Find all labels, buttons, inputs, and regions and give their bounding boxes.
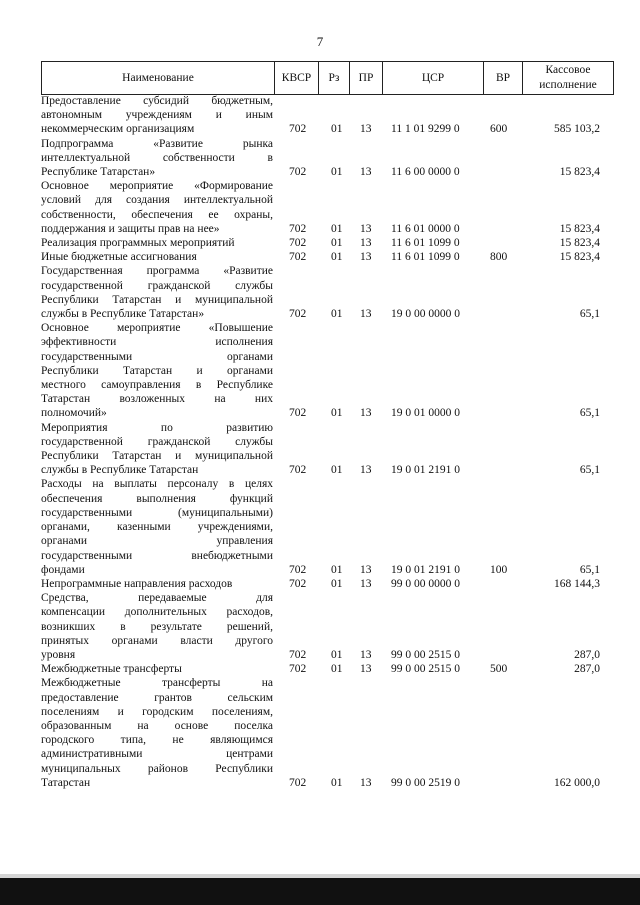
row-name: [41, 421, 273, 478]
row-name-line: поселениям и городским поселениям,: [41, 705, 273, 718]
row-name-line: муниципальных районов Республики: [41, 762, 273, 775]
row-amount: 65,1: [579, 407, 600, 420]
row-name: [41, 321, 273, 420]
header-csr: ЦСР: [421, 71, 445, 84]
row-name: [41, 250, 273, 264]
row-kvsr: 702: [289, 407, 307, 420]
row-name: [41, 137, 273, 180]
page-number: 7: [316, 34, 324, 49]
header-vr: ВР: [495, 71, 511, 84]
row-name-line: Татарстан возложенных на них: [41, 393, 273, 406]
table-row: [41, 137, 614, 180]
row-amount: 162 000,0: [554, 776, 600, 789]
row-csr: 19 0 01 2191 0: [391, 563, 460, 576]
row-amount: 65,1: [579, 464, 600, 477]
row-name-line: эффективности исполнения: [41, 336, 273, 349]
row-pr: 13: [360, 577, 372, 590]
row-name-line: принятых органами власти другого: [41, 634, 273, 647]
row-name-line: Межбюджетные трансферты: [41, 663, 182, 676]
table-row: [41, 676, 614, 790]
row-name-line: органами, казенными учреждениями,: [41, 521, 273, 534]
row-name-line: Республики Татарстан и органами: [41, 364, 273, 377]
row-name-line: Основное мероприятие «Формирование: [41, 180, 273, 193]
row-name: [41, 676, 273, 790]
row-name-line: Предоставление субсидий бюджетным,: [41, 95, 273, 107]
row-rz: 01: [331, 563, 343, 576]
row-csr: 11 1 01 9299 0: [391, 123, 460, 136]
row-csr: 19 0 01 2191 0: [391, 464, 460, 477]
row-name-line: Мероприятия по развитию: [41, 421, 273, 434]
row-name-line: поддержания и защиты прав на нее»: [41, 222, 220, 235]
row-name-line: службы в Республике Татарстан»: [41, 308, 205, 321]
row-pr: 13: [360, 251, 372, 264]
row-name-line: Подпрограмма «Развитие рынка: [41, 137, 273, 150]
header-kvsr: КВСР: [281, 71, 312, 84]
row-amount: 15 823,4: [559, 251, 600, 264]
row-rz: 01: [331, 123, 343, 136]
row-pr: 13: [360, 237, 372, 250]
row-kvsr: 702: [289, 123, 307, 136]
row-pr: 13: [360, 663, 372, 676]
row-pr: 13: [360, 776, 372, 789]
row-pr: 13: [360, 123, 372, 136]
row-amount: 65,1: [579, 563, 600, 576]
row-csr: 11 6 01 1099 0: [391, 237, 460, 250]
row-amount: 15 823,4: [559, 222, 600, 235]
row-name-line: Межбюджетные трансферты на: [41, 677, 273, 690]
row-name: [41, 236, 273, 250]
table-row: [41, 477, 614, 576]
row-kvsr: 702: [289, 663, 307, 676]
header-name: Наименование: [122, 71, 194, 84]
row-name-line: государственной гражданской службы: [41, 435, 273, 448]
row-csr: 99 0 00 2519 0: [391, 776, 460, 789]
row-name: [41, 591, 273, 662]
row-name-line: автономным учреждениям и иным: [41, 109, 273, 122]
row-name-line: Средства, передаваемые для: [41, 592, 273, 605]
row-name: [41, 94, 273, 137]
table-row: [41, 577, 614, 591]
row-name-line: государственными внебюджетными: [41, 549, 273, 562]
row-name-line: Татарстан: [41, 776, 91, 789]
row-amount: 585 103,2: [554, 123, 600, 136]
row-kvsr: 702: [289, 308, 307, 321]
row-name-line: государственными органами: [41, 350, 273, 363]
table-body: [41, 94, 614, 790]
table-row: [41, 250, 614, 264]
row-name-line: государственными (муниципальными): [41, 506, 273, 519]
row-name-line: службы в Республике Татарстан: [41, 464, 199, 477]
table-row: [41, 264, 614, 321]
row-kvsr: 702: [289, 776, 307, 789]
row-pr: 13: [360, 166, 372, 179]
row-amount: 168 144,3: [554, 577, 600, 590]
header-rz: Рз: [328, 71, 340, 84]
table-row: [41, 591, 614, 662]
row-csr: 11 6 01 1099 0: [391, 251, 460, 264]
header-cash: [523, 62, 613, 94]
row-rz: 01: [331, 407, 343, 420]
row-name-line: уровня: [41, 648, 76, 661]
row-rz: 01: [331, 648, 343, 661]
row-vr: 500: [490, 663, 508, 676]
row-amount: 65,1: [579, 308, 600, 321]
row-vr: 600: [490, 123, 508, 136]
row-kvsr: 702: [289, 222, 307, 235]
header-cash-line2: исполнение: [539, 79, 597, 91]
row-pr: 13: [360, 648, 372, 661]
row-pr: 13: [360, 308, 372, 321]
row-csr: 11 6 00 0000 0: [391, 166, 460, 179]
row-kvsr: 702: [289, 648, 307, 661]
row-name-line: предоставление грантов сельским: [41, 691, 273, 704]
row-rz: 01: [331, 166, 343, 179]
row-rz: 01: [331, 222, 343, 235]
row-rz: 01: [331, 308, 343, 321]
row-csr: 19 0 00 0000 0: [391, 308, 460, 321]
row-rz: 01: [331, 251, 343, 264]
row-pr: 13: [360, 563, 372, 576]
row-rz: 01: [331, 237, 343, 250]
row-name-line: интеллектуальной собственности в: [41, 151, 273, 164]
row-name-line: Республики Татарстан и муниципальной: [41, 450, 273, 463]
row-name-line: фондами: [41, 563, 85, 576]
table-row: [41, 321, 614, 420]
row-kvsr: 702: [289, 577, 307, 590]
row-csr: 99 0 00 2515 0: [391, 663, 460, 676]
row-name: [41, 179, 273, 236]
row-vr: 100: [490, 563, 508, 576]
row-name-line: собственности, обеспечения ее охраны,: [41, 208, 273, 221]
row-name: [41, 577, 273, 591]
row-kvsr: 702: [289, 166, 307, 179]
row-name-line: Основное мероприятие «Повышение: [41, 322, 273, 335]
row-name: [41, 662, 273, 676]
row-kvsr: 702: [289, 563, 307, 576]
table-header: [41, 61, 614, 95]
header-pr: ПР: [358, 71, 374, 84]
row-rz: 01: [331, 776, 343, 789]
row-name-line: полномочий»: [41, 407, 107, 420]
row-rz: 01: [331, 464, 343, 477]
row-name-line: административными центрами: [41, 748, 273, 761]
row-pr: 13: [360, 464, 372, 477]
row-amount: 15 823,4: [559, 237, 600, 250]
scan-border: [0, 878, 640, 905]
row-name-line: обеспечения выполнения функций: [41, 492, 273, 505]
row-csr: 99 0 00 2515 0: [391, 648, 460, 661]
row-name-line: Республики Татарстан и муниципальной: [41, 293, 273, 306]
row-pr: 13: [360, 407, 372, 420]
row-csr: 99 0 00 0000 0: [391, 577, 460, 590]
row-name-line: условий для создания интеллектуальной: [41, 194, 273, 207]
row-name: [41, 264, 273, 321]
row-name-line: Реализация программных мероприятий: [41, 237, 235, 250]
table-row: [41, 662, 614, 676]
row-csr: 11 6 01 0000 0: [391, 222, 460, 235]
table-row: [41, 179, 614, 236]
header-cash-line1: Кассовое: [545, 64, 591, 76]
row-pr: 13: [360, 222, 372, 235]
row-name-line: Иные бюджетные ассигнования: [41, 251, 197, 264]
row-kvsr: 702: [289, 251, 307, 264]
row-amount: 15 823,4: [559, 166, 600, 179]
row-name-line: Расходы на выплаты персоналу в целях: [41, 478, 273, 491]
row-name-line: образованным на основе поселка: [41, 719, 273, 732]
row-name: [41, 477, 273, 576]
row-csr: 19 0 01 0000 0: [391, 407, 460, 420]
row-name-line: Непрограммные направления расходов: [41, 577, 233, 590]
row-name-line: местного самоуправления в Республике: [41, 379, 273, 392]
row-name-line: органами управления: [41, 535, 273, 548]
row-name-line: компенсации дополнительных расходов,: [41, 606, 273, 619]
row-kvsr: 702: [289, 464, 307, 477]
row-name-line: возникших в результате решений,: [41, 620, 273, 633]
row-name-line: городского типа, не являющимся: [41, 734, 273, 747]
row-amount: 287,0: [574, 663, 600, 676]
row-name-line: Республике Татарстан»: [41, 166, 156, 179]
row-rz: 01: [331, 577, 343, 590]
row-name-line: Государственная программа «Развитие: [41, 265, 273, 278]
table-row: [41, 421, 614, 478]
row-kvsr: 702: [289, 237, 307, 250]
table-row: [41, 94, 614, 137]
table-row: [41, 236, 614, 250]
row-name-line: некоммерческим организациям: [41, 123, 195, 136]
row-name-line: государственной гражданской службы: [41, 279, 273, 292]
row-vr: 800: [490, 251, 508, 264]
row-amount: 287,0: [574, 648, 600, 661]
row-rz: 01: [331, 663, 343, 676]
